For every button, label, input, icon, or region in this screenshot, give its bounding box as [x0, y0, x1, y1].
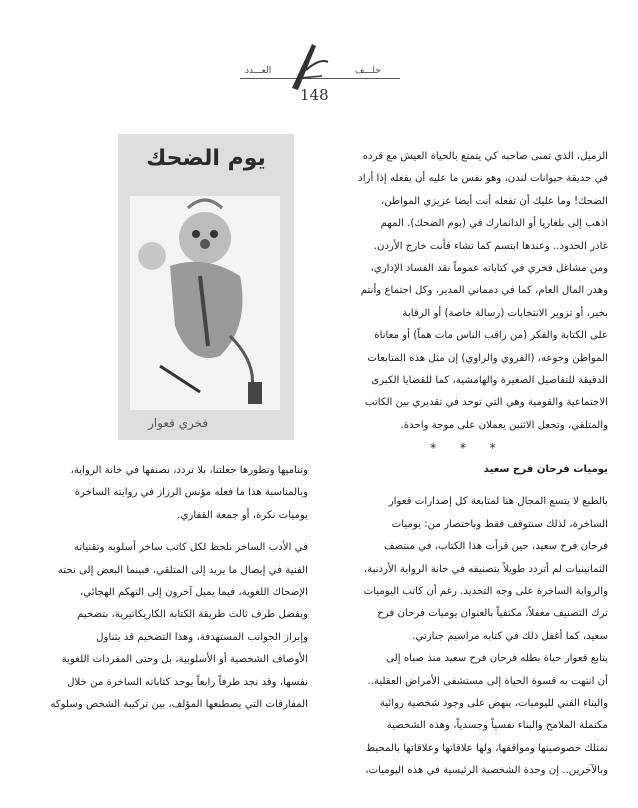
text-line: يتابع قعوار حياة بطله فرحان فرح سعيد منذ صباه إلى	[386, 653, 608, 665]
book-author: فخري قعوار	[148, 416, 209, 430]
text-line: الزميل، الذي تمنى صاحبه كي يتمتع بالحياة العيش مع قرده	[362, 151, 608, 162]
text-line: غادر الحدود.. وعندها ابتسم كما تشاء فأنت خارج الأردن.	[373, 240, 608, 252]
text-line: الساخرة، لذلك سنتوقف فقط وباختصار من: يوميات	[391, 518, 608, 530]
text-line: وبالآخرين.. إن وحدة الشخصية الرئيسية في هذه اليوميات،	[365, 765, 608, 777]
text-line: ومن مشاغل فخري في كتاباته عموماً نقد الفساد الإداري،	[370, 263, 608, 275]
book-title: يوم الضحك	[146, 146, 266, 171]
page-number: 148	[300, 86, 329, 104]
clown-illustration-icon	[130, 196, 280, 410]
text-line: الإضحاك اللغوية، فيما يميل آخرون إلى التهكم الهجائي،	[79, 587, 308, 599]
header-issue-label: العـــدد	[245, 66, 272, 76]
text-line: ويفضل طرف ثالث طريقة الكتابة الكاريكاتيرية، بتضخيم	[77, 609, 308, 621]
text-line: وتناميها وتطورها جعلتنا، بلا تردد، نصنفها في خانة الرواية،	[70, 465, 308, 476]
text-line: والرواية الساخرة على وجه التحديد. رغم أن كاتب اليوميات	[363, 585, 608, 597]
section-subheading: يوميات فرحان فرح سعيد	[483, 464, 608, 476]
section-divider-stars: * * *	[430, 441, 506, 456]
text-line: الدقيقة للتفاصيل الصغيرة والهامشية، كما للقضايا الكبرى	[371, 375, 608, 387]
text-line: مكتملة الملامح والبناء نفسياً وجسدياً، وهذه الشخصية	[386, 720, 608, 732]
header-section-label: خلـــف	[355, 66, 381, 76]
text-line: تمتلك خصوصيتها ومواقفها، ولها علاقاتها وعلاقاتها بالمحيط	[365, 742, 608, 754]
text-line: فرحان فرح سعيد، حين قرأت هذا الكتاب، في منتصف	[383, 541, 608, 553]
text-line: اذهب إلى بلغاريا أو الدانمارك في (يوم الضحك). المهم	[380, 218, 608, 230]
text-line: وبالمناسبة هذا ما فعله مؤنس الرزاز في روايته الساخرة	[74, 487, 308, 499]
left-text-column	[36, 460, 308, 716]
text-line: وإبراز الجوانب المستهدفة، وهذا التضخيم قد يتناول	[96, 631, 308, 643]
text-line: المواطن وجوعه، (الفروي والراوي) إن مثل هذه المتابعات	[367, 352, 608, 364]
magazine-logo-icon	[282, 40, 332, 92]
text-line: أن انتهت به قسوة الحياة إلى مستشفى الأمراض العقلية..	[367, 675, 608, 687]
text-line: الضحك! وما عليك أن تفعله أنت أيضا عزيزي المواطن،	[380, 195, 608, 207]
text-line: في حديقة حيوانات لندن، وهو نفس ما عليه أن يفعله إذا أراد	[358, 173, 608, 185]
text-line: ترك التصنيف مغفلاً، مكتفياً بالعنوان يوميات فرحان فرح	[377, 608, 608, 620]
text-line: بخير، أو تزوير الانتخابات (رسالة خاصة) أو الرقابة	[402, 307, 608, 319]
text-line: وهدر المال العام، كما في دمماني المدير، وكل اجتماع وأنتم	[360, 285, 608, 297]
text-line: والمتلقي، وتجعل الاثنين يعملان على موجة واحدة.	[400, 419, 608, 431]
text-line: يوميات نكرة، أو جمعة القفاري.	[177, 509, 308, 521]
text-line: الثمانينيات لم أتردد طويلاً بتصنيفه في خانة الرواية الأردنية،	[363, 563, 608, 575]
text-line: الأوصاف الشخصية أو الأسلوبية، بل وحتى المفردات اللغوية	[61, 654, 308, 666]
right-text-column	[328, 146, 608, 783]
text-line: المفارقات التي يصطنعها المؤلف، بين تركيبة الشخص وسلوكه	[50, 699, 308, 711]
text-line: الفنية في إيصال ما يريد إلى المتلقي، فبينما البعض إلى نحته	[57, 564, 308, 576]
book-cover	[118, 134, 294, 440]
text-line: في الأدب الساخر نلحظ لكل كاتب ساخر أسلوبه وتقنياته	[73, 542, 308, 554]
text-line: بالطبع لا يتسع المجال هنا لمتابعة كل إصدارات قعوار	[388, 496, 608, 508]
text-line: والبناء الفني لليوميات، ينهض على وجود شخصية روائية	[379, 697, 608, 709]
text-line: سعيد، كما أغفل ذلك في كتابه مراسيم جنازتي.	[412, 630, 608, 642]
text-line: نفسها، وقد نجد طرفاً رابعاً يوحد كتاباته الساخرة من خلال	[67, 676, 308, 688]
text-line: على الكتابة والفكر (من راقب الناس مات هماً) أو معاناة	[374, 330, 608, 342]
text-line: الاجتماعية والقومية وهي التي توحد في تقديري بين الكاتب	[364, 397, 608, 409]
